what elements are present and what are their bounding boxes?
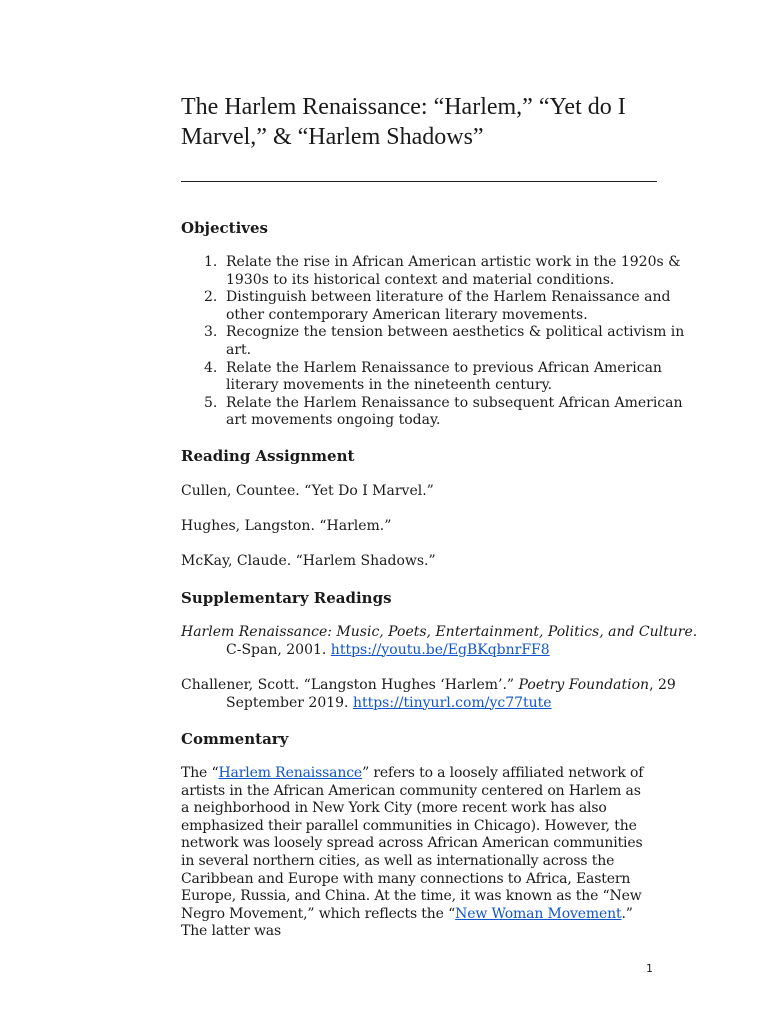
reference-link[interactable]: https://youtu.be/EgBKqbnrFF8	[330, 641, 550, 658]
document-title: The Harlem Renaissance: “Harlem,” “Yet do I Marvel,” & “Harlem Shadows”	[181, 94, 626, 150]
page-number: 1	[646, 962, 653, 975]
objective-item: 5. Relate the Harlem Renaissance to subsequent African American art movements ongoing today.	[204, 394, 683, 429]
commentary-heading: Commentary	[181, 730, 289, 748]
reference-source: Poetry Foundation	[518, 677, 650, 693]
objectives-list	[181, 254, 704, 430]
harlem-renaissance-link[interactable]: Harlem Renaissance	[218, 765, 363, 781]
objective-item: 1. Relate the rise in African American artistic work in the 1920s & 1930s to its historical context and material conditions.	[204, 254, 681, 288]
title-divider	[181, 181, 657, 182]
supplementary-reference: Challener, Scott. “Langston Hughes ‘Harlem’.” Poetry Foundation, 29 September 2019. https://tinyurl.com/yc77tute	[181, 677, 676, 711]
commentary-paragraph: The “Harlem Renaissance” refers to a loosely affiliated network of artists in the African American community centered on Harlem as a neighborhood in New York City (more recent work has also emphasized their parallel communities in Chicago). However, the network was loosely spread across African American communities in several northern cities, as well as internationally across the Caribbean and Europe with many connections to Africa, Eastern Europe, Russia, and China. At the time, it was known as the “New Negro Movement,” which reflects the “New Woman Movement.” The latter was	[181, 765, 644, 940]
reading-item: Hughes, Langston. “Harlem.”	[181, 518, 392, 534]
reference-title: Harlem Renaissance: Music, Poets, Entertainment, Politics, and Culture	[181, 624, 693, 640]
reading-item: Cullen, Countee. “Yet Do I Marvel.”	[181, 483, 434, 499]
objectives-heading: Objectives	[181, 219, 268, 237]
reading-assignment-heading: Reading Assignment	[181, 447, 355, 465]
reference-link[interactable]: https://tinyurl.com/yc77tute	[352, 694, 552, 711]
new-woman-movement-link[interactable]: New Woman Movement	[455, 905, 622, 922]
objective-item: 4. Relate the Harlem Renaissance to previous African American literary movements in the nineteenth century.	[204, 359, 662, 394]
objective-item: 3. Recognize the tension between aesthetics & political activism in art.	[204, 324, 685, 358]
reading-item: McKay, Claude. “Harlem Shadows.”	[181, 553, 436, 569]
supplementary-reference: Harlem Renaissance: Music, Poets, Entertainment, Politics, and Culture. C-Span, 2001. https://youtu.be/EgBKqbnrFF8	[181, 624, 698, 658]
objective-item: 2. Distinguish between literature of the Harlem Renaissance and other contemporary American literary movements.	[204, 289, 671, 323]
supplementary-readings-heading: Supplementary Readings	[181, 589, 392, 607]
